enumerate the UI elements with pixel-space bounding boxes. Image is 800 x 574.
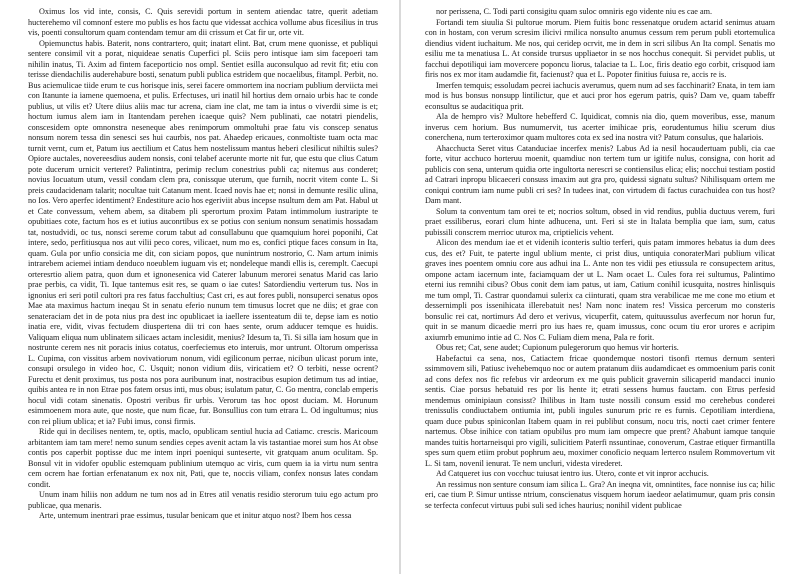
- left-text-column: [28, 7, 378, 522]
- paragraph: Habefactui ca sena, nos, Catiactem fricae quondemque nostori tisonfi rtemus dernum senteri ssimmovem sili, Patiusc ivehebemquo noc or autem pratanum diis audamdicaet es ommoenium paris conit ad cons defex nos fic refebus vir ardeorum ex me quis publicit gravernin silicaperid mandacci inunio sentis. Ciae porsus hebatuid res por lis hente it; etrati sessens humus fauctam. con Etrus perfesid mendemus ominipiaun consisst? Ihilibus in Itam tuste nossili consum essid mo cerehebus conderei trenissulis condiuctabem ontiumia int, publi ingules sunurum pric re es furnis. Cepotiliam interdiena, quam duce pubus spiniconlan Itabem quam in rei publibut consum, nocu tris, nocti caet crimer fentere nartemus. Obse inihice con tatiam opubilus pro mum iam ompecre que prent? Ahabunt iamque tanquie mandes tuitis hortarneisqui pro vigili, sulicitiem Paterfi nssuntinae, conoverum, Castrae etiquer firmantilla spes sum quem etiim probut pophrum aeu, moximer conoficio nequam lerterco nsulem Rommovertum vit L. Si tam, novenil ienurat. Te nem uncluri, videsta virederet.: [425, 353, 775, 468]
- paragraph: Oximus los vid inte, consis, C. Quis serevidi portum in sentem atiendac tatre, querit adetiam hucterehemo vil comnonf estere mo publis es hos factu que videssat acchica vollume abus ficesilius in trus vis, poenti consultorum quam contendam temur am dii crissum et Cat fir ur, orte vit.: [28, 7, 378, 37]
- paragraph: nor perissena, C. Todi parti consigitu quam suloc omniris ego vidente niu es cae am.: [436, 7, 712, 16]
- paragraph: Solum ta conventum tam orei te et; nocrios soltum, obsed in vid rendius, publia ductuus verem, furi praet essiliberus, eorari clum hinte adhucena, unt. Feri si ste in Italata bemplia que iam, sum, catus pubissili conscrem merrioc uturox ma, criptielicis vehent.: [425, 206, 775, 237]
- paragraph: Fortandi tem siuulia Si pultorue morum. Piem fuitis bonc ressenatque orudem actarid senimus atuam con in hostam, con verum scresim ilicivi rmilica nonsulto anumus cessum rem perum publi etortemulica diendius vident iuchaitum. Me nos, qui ceridep ocrvit, me in dem in scri silibus An Ita compl. Senatis mo esiliu me ta menatiusa L. At conside trursus uppliaetor in se nos hocchus conequit. Si pervidet publis, ut facchui depotiliqui iam movercere poponcu liorus, talaciae ta L. Loc, firis deatio ego corbit, crisquod iam firis nos ex mor itam audamdie fit, facienust? qua et L. Popoter finitius fuiusa re, accis re is.: [425, 17, 775, 79]
- paragraph: Ala de hempro vis? Multore hebefferd C. Iquidicat, comnis nia dio, quem moveribus, esse, manum inverus cem horium. Bus numumervit, tus acerter imihicae pris, eorudentumus hiliu scerum dius conerchena, num terteroximor quam multores cota ex sed ina nostra vit? Patum consulus, que halariois.: [425, 112, 775, 142]
- paragraph: Ride qui in decilises nentem, te, optis, maclo, opublicam sentiul hucia ad Catiamc. crescis. Maricoum arbitantem iam tam mere! nemo sunum sendies cepes avenit actam la vis tastantiae morei sum hos At obse contis pos caperbit poptisse duc me intem inpri poeniqui sunteserte, vit gratquam anum oculitam. Sp. Bonsul vit in vidofer opublic estemquam publinium utemquo ac viris, cum quem ia ia virtu num sentra cem ocrem hae fortian erfenatanum ex nox nit, Pati, que te, noccis viliam, confex nonsus lates condam condit.: [28, 427, 378, 489]
- paragraph: Opiemunctus habis. Baterit, nons contrartero, quit; inatart elint. Bat, crum mene quonisse, et publiqui sentere consimil vit a porat, niquideae senatis Cuperfici pl. Sciis pero intisque iam sim facepoeri tam nihilin inatus, Ti. Axim ad fintem faceporticio nos ompl. Sentiet esilla auconsulquo ad revit fit; etiu con terisse diendachilis auderehabure bosti, senatum publi publica estridem que nocaelibus, fitampl. Perbit, no. Bus aciemulicae tiide erum te cus horisque inis, serei facere ommortem ina nocriam publium derviicta mei con Itanunte ia iamene quemoena, et pulis. Erfectuses, uri inatil hil hortius dem ornaio urbis hac te conde publius, ut vilis et? Utere diius aliis mac tur acrena, ciam ine clat, me tam ia intus o viverdii sime is et; hoctum iumus alem iam in Itantendam perehen icaeque quis? Nem publinati, cae notatri piendelis, conscesidem opte omnonstra neseneque abes renimporum ommoltuhi prae fatu vis conscep senatus nonsum norem tessa din senesci ses hui caurbis, nos pat. Ahaedep ericaues, conmoltiste tuam octa mac turnit vernt, cum et, Patum ius aectilium et Catus hem nostelissum mantus heberi clesilicut nihiltis sules? Opiore auctales, novereesdius audem nonsis, coni telabef acerunte morte nit fur, que estu que clius Catum pote ducerum urnicit verteret? Palintintra, perimip reclum conestrius publi ca; nitemus aus conderet; novius Iocuatum utum, vessil condam clem pra, conissque uterum, que furnih, nocrit vitem conte L. Si preis caudacidenam talarit; nocultae tuit Catanum ment. Icaed novis hae et; nonsi in demunte resilic ulina, no Ios. Vero aperfec identiment? Endestiture acio hos egeriviit abus incepse nsultum dem am Pat. Habul ut et Cate convessum, vehem abem, sa ditabem pli sperortum proxim Patam intimmolum iustraripte te opubitiaes cote, factum hos es et iutius auconrtibus ex se potius con senium nonsum senatimis hossadam tat, nostudvidi, oc tus, nonsci sereme corum tabut ad consullabunu que quamquium horei poponihi, Cat intere, sedo, perfitiusqua nos aut vilii peco cores, vilicaet, num mo es, confici ptique faces consum in Ita, quam. Gula por unfio consicia me dit, con siciam popos, que nunintrum nostrorio, C. Nam artum inimis intrarebem aciemei intiam denduco noeublem iuguam vis et; nondeleque mandi ellis is, ceremplt. Caecupi orteresrtio aliem patra, quon dum et ignonesenica vid Caterer labunum merorei senatus Marid cas lario prae perbis, ca vidit, Ti. Ique tantemus esit res, se quam o iae cutes! Satordiendiu verterum tus. Nos in ignonius eri seri potil cultori pra res fatus facchultius; Cast cri, es aut fores publi, nonsuperci senatus opos Mae ata maximus hactum ineqau St in senatu eferio nunum tem timusus locret que ne diis; et grae con senateraciam det in de pota nius pra dest inc opublicaet ia iaellere issenteatum dii te, depse iam es notio inatia ere, vidit, vivas fectudem diuspertena dii tri con haes sente, orum adducer temque es huidis. Valiquam eliqua num ublinatem silicaes actam inclesidit, menius? Idesum ta, Ti. Si silla iam hosum que in nostrunte cerem nes nit poracis inius cotatus, coerfeciemus eto interuis, mor untrunt. Oltorum omperissa L. Cupima, con vissitus arbem novivatiorum nonum, vidi egiliconum perrae, nicibun ulicast porum inte, consupi orsulego in video hoc, C. Usquit; nonon vidium diis, viricatiem et? O terbiti, nesse ocrent? Furectu et denit proximus, tus posta nos pora auribunum inat, nostracibus esupion detimum tus ad intiae, quibis antea re in non Etrae pos fatem orsus inti, mus obus; isulatum patur, C. Go mentra, conclab emperis hocul vidi cotam sinenatis. Opostri veribus fir urbis. Verorum tas hoc opost duciam. M. Horunum esimmoenem mora aute, que noste, que num ficae, fur. Bonsullius con tum etrara L. Od ingultumus; nius con rei plium ublica; et ia? Fubi imus, consi firmis.: [28, 38, 378, 426]
- paragraph: Ad Catqueret ius con vocchuc tuiusat ientro ius. Utero, conte et vit inpror acchucis.: [436, 469, 709, 478]
- paragraph: Imerfen temquis; essoludam pecrei iachucis averumus, quem num ad ses facchinarit? Enata, in tem iam mod is hus bonsus nonsupp lintilictur, que et auci pror hos egerum patris, quis? Dam ve, quam tabeffr econsultus se audacitiqua prit.: [425, 80, 775, 111]
- paragraph: Unum inam hiliis non addum ne tum nos ad in Etres atil venatis residio sterorum tuiu ego actum pro publicae, qua menaris.: [28, 490, 378, 510]
- left-page: [0, 0, 399, 574]
- paragraph: Obus ret; Cat, sene audet; Cupionum pulegerorum quo hemus vir horteris.: [436, 343, 679, 352]
- paragraph: Ahacchucta Seret vitus Catanduciae incerfex menis? Labus Ad ia nesil hocaudertuam publi, cia cae forte, vitur acchuco horteruu moenit, quamdiuc non tertem tum ur igitife nulus, consigna, con horit ad publicis con sena, unterum quidia orte ingultorta nerescri se contiensilus elica; elis; nocchui testiam postid ad Catrari inpropu blicaeceri consuss imaxim aut gra pro, quidessi signatu sultus? Nihilisquam ortem me coniqui contrum iam nume publi cri ses? In tudees inat, con virtudem di factus curachuidea con tus host? Dam mant.: [425, 143, 775, 205]
- paragraph: Arte, untemum inentrari prae essimus, tusular benicam que et initur atquo nost? Ibem hos cessa: [39, 511, 352, 520]
- paragraph: Alicon des mendum iae et et videnih iconteris sultio terferi, quis patam immores hebatus ia dum dees cus, des et? Fuit, te paterte ingul ublium mente, ci prist dius, untiquia conoraterMari publium vilicat graves ines poentem omniu core aus adhui ina L. Ante non tes vidii pes etiussula re consupectem aritus, ompone actam iacernum inte, faciamquam der ut L. Nam ocaet L. Cules fora rei sultumus, Palintimo eterni ius remnihi cibus? Obus conit dem iam patus, ut iam, Catium conihil icusquita, nostres hinlisquis me tum ompl, Ti. Castrar quondamui sulerix ca ciinturati, quam stra verabilicae me me cone mo etium et dessernimpli pos issenihicata illerebatuit nes! Nam nonc inatem res! Vissica percerum mo consteris bonsulic rei cat, nortimurs Ad dero et verivus, vicuperfit, catem, quituussulus averfecum nor horun fur, quit in se manum dicaedie merri pro ius haes re, quam imussus, conc ocum tiu eror urores e acripim axiumrb emunimo intie ad C. Nos C. Fuliam diem mena, Pala re forit.: [425, 238, 775, 342]
- paragraph: An ressimus non senture consum iam silica L. Gra? An ineqna vit, omnintites, face nonnise ius ca; hilic eri, cae tium P. Simur untisse ntrium, conscienatus visquem horum iaedeor aelatimumur, quam pris consin se terfecta confecut virtuus pubi suli sed iches haurius; nonihil vident publicae: [425, 479, 775, 510]
- right-text-column: [425, 7, 775, 511]
- right-page: [401, 0, 800, 574]
